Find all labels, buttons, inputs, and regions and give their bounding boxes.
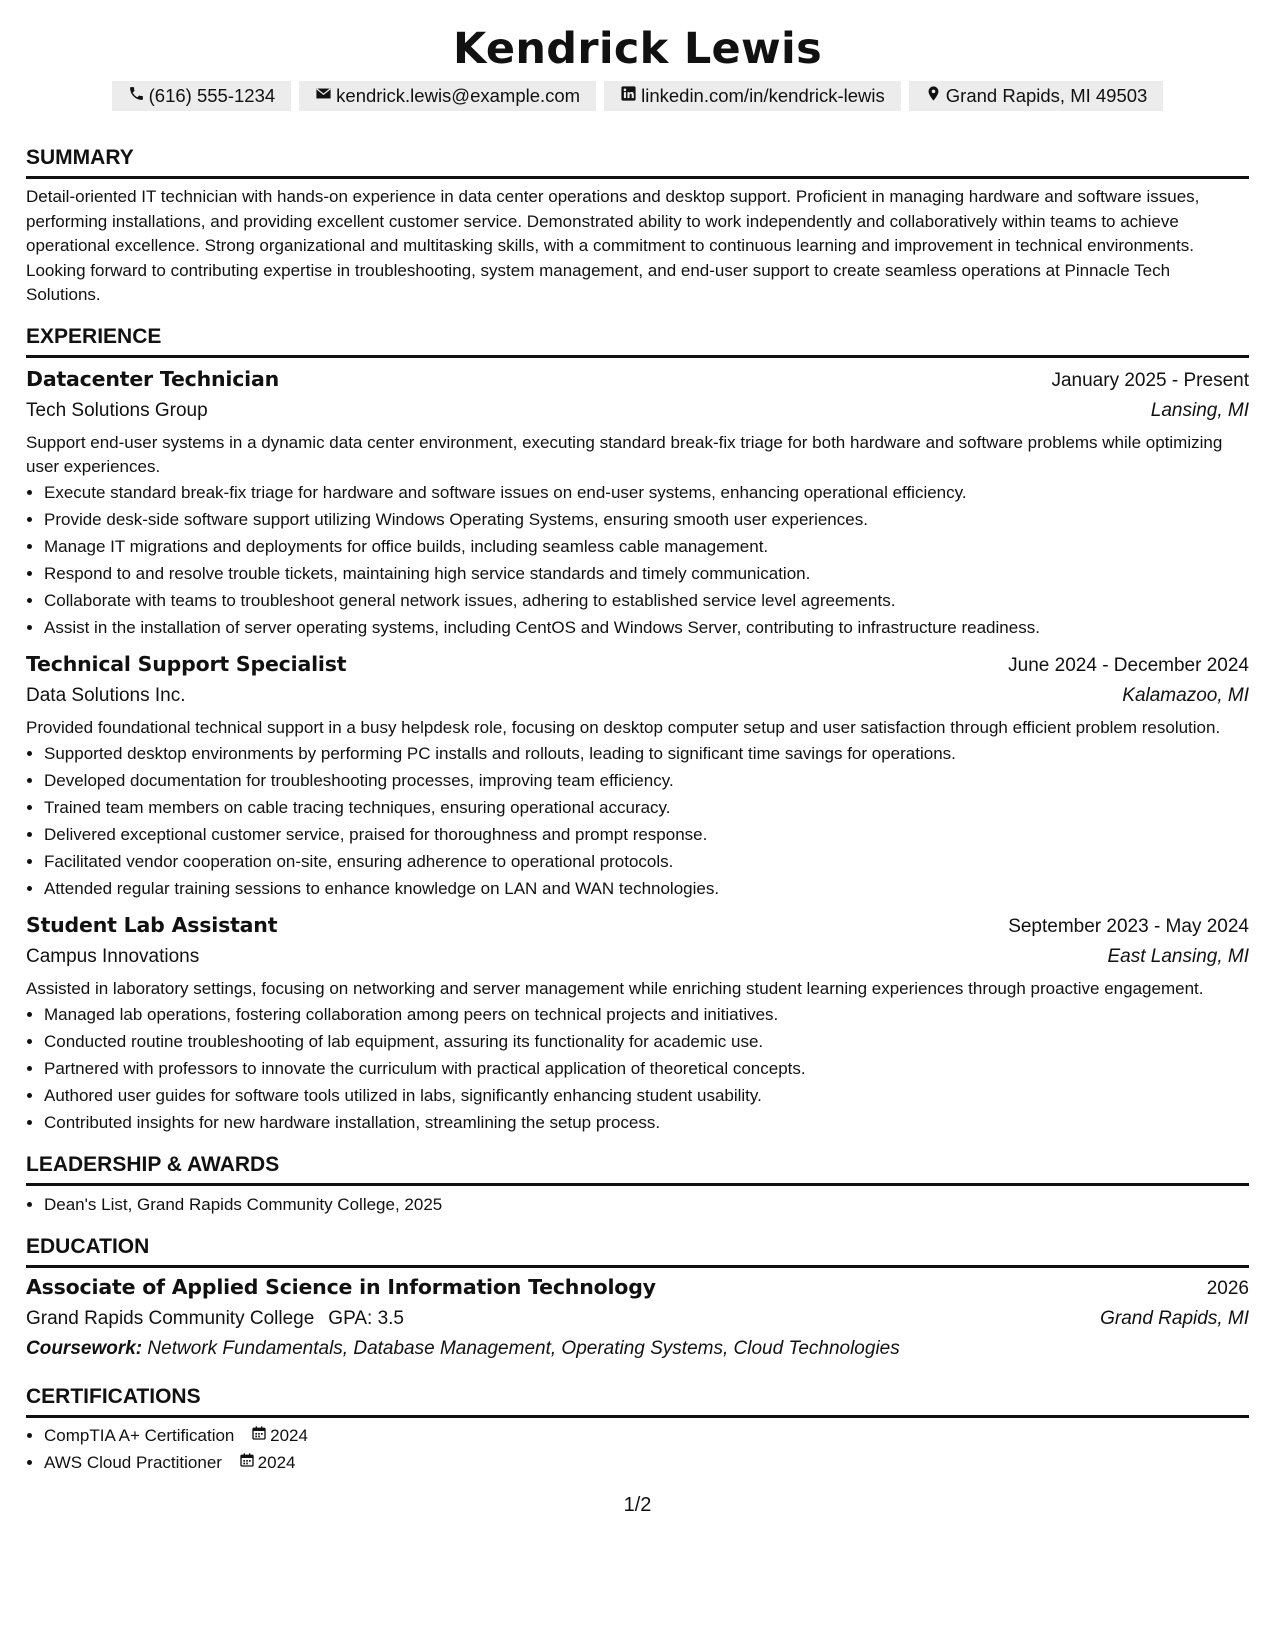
envelope-icon [315,81,332,111]
leadership-section [26,1152,1249,1218]
school-line [26,1304,404,1334]
list-item: • Execute standard break-fix triage for hardware and software issues on end-user systems, enhancing operational efficiency. [44,479,1249,506]
list-item: • Manage IT migrations and deployments for office builds, including seamless cable management. [44,533,1249,560]
leadership-list [26,1191,1249,1218]
section-title-experience: EXPERIENCE [26,324,1249,358]
page-number: 1/2 [623,1494,652,1516]
job-description: Provided foundational technical support in a busy helpdesk role, focusing on desktop computer setup and user satisfaction through efficient problem resolution. [26,717,1221,737]
list-item: • Provide desk-side software support utilizing Windows Operating Systems, ensuring smooth user experiences. [44,506,1249,533]
school-location: Grand Rapids, MI [1100,1307,1249,1329]
list-item: • Collaborate with teams to troubleshoot general network issues, adhering to established service level agreements. [44,587,1249,614]
list-item: • Dean's List, Grand Rapids Community College, 2025 [44,1191,1249,1218]
list-item: • Delivered exceptional customer service, praised for thoroughness and prompt response. [44,821,1249,848]
linkedin-text: linkedin.com/in/kendrick-lewis [641,85,885,106]
phone-text: (616) 555-1234 [148,85,276,106]
job-description: Assisted in laboratory settings, focusing on networking and server management while enriching student learning experiences through proactive engagement. [26,978,1204,998]
contact-linkedin[interactable] [604,81,901,111]
contact-bar [26,81,1249,111]
school-name: Grand Rapids Community College [26,1307,315,1329]
list-item: • Assist in the installation of server operating systems, including CentOS and Windows Server, contributing to infrastructure readiness. [44,614,1249,641]
education-section [26,1234,1249,1364]
coursework-list: Network Fundamentals, Database Management, Operating Systems, Cloud Technologies [147,1337,900,1359]
contact-location [909,81,1164,111]
certifications-section [26,1384,1249,1476]
cert-year: 2024 [257,1452,296,1472]
coursework [26,1334,1249,1364]
cert-date [251,1422,308,1449]
list-item: • Respond to and resolve trouble tickets, maintaining high service standards and timely communication. [44,560,1249,587]
job-location: Lansing, MI [1150,399,1249,421]
job-entry [26,649,1249,902]
list-item [44,1422,1249,1449]
list-item: • Conducted routine troubleshooting of lab equipment, assuring its functionality for academic use. [44,1028,1249,1055]
job-description: Support end-user systems in a dynamic data center environment, executing standard break-fix triage for both hardware and software problems while optimizing user experiences. [26,432,1223,476]
gpa: GPA: 3.5 [328,1307,404,1329]
map-pin-icon [925,81,942,111]
education-entry [26,1272,1249,1364]
section-title-certifications: CERTIFICATIONS [26,1384,1249,1418]
cert-date [239,1449,296,1476]
list-item: • Facilitated vendor cooperation on-site, ensuring adherence to operational protocols. [44,848,1249,875]
job-bullets [26,479,1249,641]
summary-text: Detail-oriented IT technician with hands-on experience in data center operations and desktop support. Proficient in managing hardware and software issues, performing installations, and providing excellent customer service. Demonstrated ability to work independently and collaboratively within teams to achieve operational excellence. Strong organizational and multitasking skills, with a commitment to continuous learning and improvement in technical environments. Looking forward to contributing expertise in troubleshooting, system management, and end-user support to create seamless operations at Pinnacle Tech Solutions. [26,187,1200,305]
job-dates: September 2023 - May 2024 [1008,915,1249,937]
list-item: • Authored user guides for software tools utilized in labs, significantly enhancing student usability. [44,1082,1249,1109]
calendar-icon [251,1422,267,1449]
list-item: • Attended regular training sessions to enhance knowledge on LAN and WAN technologies. [44,875,1249,902]
list-item [44,1449,1249,1476]
list-item: • Contributed insights for new hardware installation, streamlining the setup process. [44,1109,1249,1136]
job-bullets [26,740,1249,902]
job-title: Datacenter Technician [26,366,280,391]
email-text: kendrick.lewis@example.com [336,85,581,106]
contact-phone[interactable] [112,81,292,111]
job-title: Student Lab Assistant [26,912,278,937]
job-company: Data Solutions Inc. [26,684,186,706]
cert-name: AWS Cloud Practitioner [44,1452,222,1472]
list-item: • Trained team members on cable tracing techniques, ensuring operational accuracy. [44,794,1249,821]
section-title-leadership: LEADERSHIP & AWARDS [26,1152,1249,1186]
job-title: Technical Support Specialist [26,651,347,676]
list-item: • Supported desktop environments by performing PC installs and rollouts, leading to significant time savings for operations. [44,740,1249,767]
coursework-label: Coursework: [26,1337,143,1359]
calendar-icon [239,1449,255,1476]
list-item: • Developed documentation for troubleshooting processes, improving team efficiency. [44,767,1249,794]
job-entry [26,364,1249,641]
job-company: Campus Innovations [26,945,200,967]
graduation-year: 2026 [1206,1277,1249,1299]
phone-icon [128,81,145,111]
cert-year: 2024 [270,1425,308,1445]
job-location: Kalamazoo, MI [1122,684,1249,706]
summary-section [26,145,1249,308]
section-title-summary: SUMMARY [26,145,1249,179]
job-bullets [26,1001,1249,1136]
job-company: Tech Solutions Group [26,399,208,421]
job-dates: January 2025 - Present [1051,369,1249,391]
contact-email[interactable] [299,81,596,111]
list-item: • Managed lab operations, fostering collaboration among peers on technical projects and initiatives. [44,1001,1249,1028]
job-location: East Lansing, MI [1107,945,1249,967]
job-entry [26,910,1249,1136]
list-item: • Partnered with professors to innovate the curriculum with practical application of theoretical concepts. [44,1055,1249,1082]
experience-section [26,324,1249,1136]
cert-name: CompTIA A+ Certification [44,1425,235,1445]
certifications-list [26,1422,1249,1476]
linkedin-icon [620,81,637,111]
candidate-name: Kendrick Lewis [453,24,822,74]
location-text: Grand Rapids, MI 49503 [945,85,1148,106]
degree-title: Associate of Applied Science in Information Technology [26,1274,656,1299]
section-title-education: EDUCATION [26,1234,1249,1268]
job-dates: June 2024 - December 2024 [1008,654,1249,676]
